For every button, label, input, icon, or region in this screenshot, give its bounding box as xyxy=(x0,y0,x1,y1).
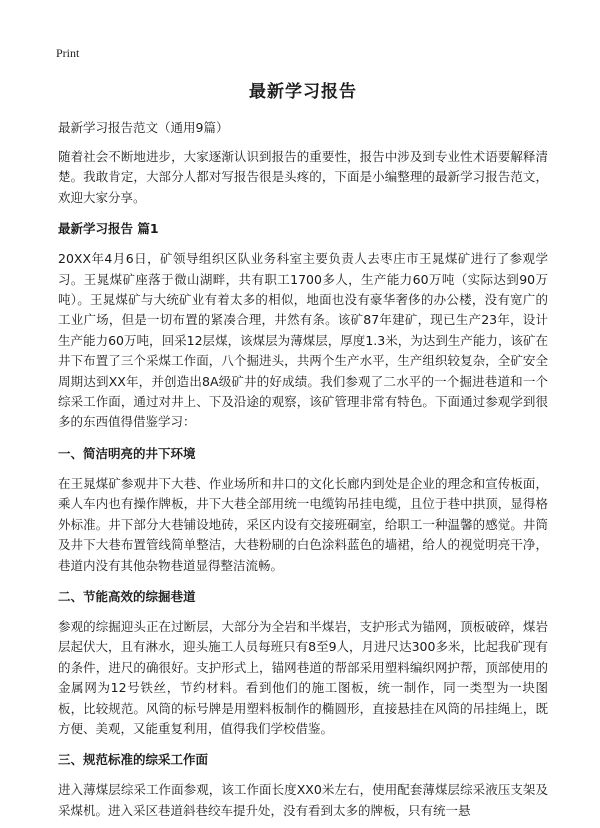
section-3-heading: 三、规范标准的综采工作面 xyxy=(58,752,209,768)
article-heading: 最新学习报告 篇1 xyxy=(58,221,159,237)
section-1-heading: 一、简洁明亮的井下环境 xyxy=(58,445,196,461)
page-title: 最新学习报告 xyxy=(249,82,357,102)
intro-paragraph: 随着社会不断地进步，大家逐渐认识到报告的重要性，报告中涉及到专业性术语要解释清楚。我敢肯定，大部分人都对写报告很是头疼的，下面是小编整理的最新学习报告范文，欢迎大家分享。 xyxy=(58,149,548,205)
section-2-paragraph: 参观的综掘迎头正在过断层，大部分为全岩和半煤岩，支护形式为锚网，顶板破碎，煤岩层起伏大，且有淋水，迎头施工人员每班只有8至9人，月进尺达300多米，比起我矿现有的条件，进尺的确很好。支护形式上，锚网巷道的帮部采用塑料编织网护帮，顶部使用的金属网为12号铁丝，节约材料。看到他们的施工图板，统一制作，同一类型为一块图板，比较规范。风筒的标号牌是用塑料板制作的椭圆形，直接悬挂在风筒的吊挂绳上，既方便、美观，又能重复利用，值得我们学校借鉴。 xyxy=(58,618,548,736)
document-subtitle: 最新学习报告范文（通用9篇） xyxy=(58,120,229,135)
section-2-heading: 二、节能高效的综掘巷道 xyxy=(58,588,196,604)
article-intro-paragraph: 20XX年4月6日，矿领导组织区队业务科室主要负责人去枣庄市王晁煤矿进行了参观学习。王晁煤矿座落于微山湖畔，共有职工1700多人，生产能力60万吨（实际达到90万吨）。王晁煤矿与大统矿业有着太多的相似，地面也没有豪华奢侈的办公楼，没有宽广的工业广场，但是一切布置的紧凑合理，井然有条。该矿87年建矿，现已生产23年，设计生产能力60万吨，回采12层煤，该煤层为薄煤层，厚度1.3米，为达到生产能力，该矿在井下布置了三个采煤工作面，八个掘进头，共两个生产水平，生产组织较复杂，全矿安全周期达到XX年，并创造出8A级矿井的好成绩。我们参观了二水平的一个掘进巷道和一个综采工作面，通过对井上、下及沿途的观察，该矿管理非常有特色。下面通过参观学到很多的东西值得借鉴学习： xyxy=(58,251,548,430)
section-3-paragraph: 进入薄煤层综采工作面参观，该工作面长度XX0米左右，使用配套薄煤层综采液压支架及采煤机。进入采区巷道斜巷绞车提升处，没有看到太多的牌板，只有统一悬 xyxy=(58,782,548,818)
document-content xyxy=(58,80,548,828)
section-1-paragraph: 在王晁煤矿参观井下大巷、作业场所和井口的文化长廊内到处是企业的理念和宣传板面，乘人车内也有操作牌板，井下大巷全部用统一电缆钩吊挂电缆，且位于巷中拱顶，显得格外标准。井下部分大巷铺设地砖，采区内设有交接班硐室，给职工一种温馨的感觉。井筒及井下大巷布置管线简单整洁，大巷粉刷的白色涂料蓝色的墙裙，给人的视觉明亮干净，巷道内没有其他杂物巷道显得整洁流畅。 xyxy=(58,475,548,573)
print-label: Print xyxy=(56,46,80,60)
